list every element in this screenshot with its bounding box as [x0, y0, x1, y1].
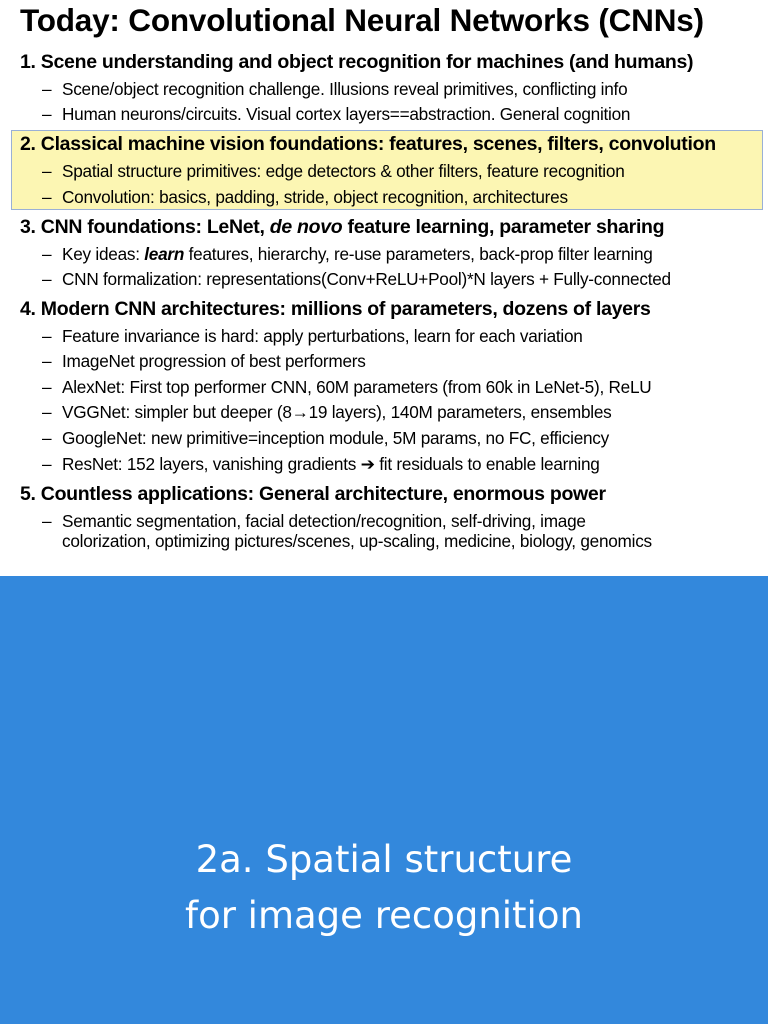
section-slide-title-line-2: for image recognition — [185, 894, 583, 937]
bullet-item — [42, 377, 651, 398]
bullet-text: Scene/object recognition challenge. Illusions reveal primitives, conflicting info — [62, 79, 628, 99]
dash: – — [42, 326, 52, 346]
bullet-text: GoogleNet: new primitive=inception module, 5M params, no FC, efficiency — [62, 428, 609, 448]
section-title-slide — [0, 576, 768, 1024]
bullet-text: Spatial structure primitives: edge detectors & other filters, feature recognition — [62, 161, 625, 181]
section-slide-title-line-1: 2a. Spatial structure — [195, 838, 573, 881]
dash: – — [42, 511, 52, 531]
section-3-heading — [20, 216, 664, 239]
bullet-item — [42, 187, 568, 208]
bullet-text: Semantic segmentation, facial detection/recognition, self-driving, image — [62, 511, 586, 531]
bullet-continuation: colorization, optimizing pictures/scenes, up-scaling, medicine, biology, genomics — [62, 531, 652, 551]
bullet-item — [42, 428, 609, 449]
dash: – — [42, 269, 52, 289]
bullet-item — [42, 326, 583, 347]
bullet-item — [42, 79, 627, 100]
bullet-item — [42, 351, 366, 372]
bullet-text: ImageNet progression of best performers — [62, 351, 366, 371]
section-2-heading: 2. Classical machine vision foundations: features, scenes, filters, convolution — [20, 133, 716, 155]
dash: – — [42, 187, 52, 207]
bullet-text: features, hierarchy, re-use parameters, back-prop filter learning — [184, 244, 653, 264]
bullet-text: AlexNet: First top performer CNN, 60M parameters (from 60k in LeNet-5), ReLU — [62, 377, 652, 397]
bullet-item — [42, 161, 625, 182]
bullet-item — [42, 269, 671, 290]
dash: – — [42, 351, 52, 371]
bullet-text: VGGNet: simpler but deeper (8→19 layers), 140M parameters, ensembles — [62, 402, 612, 422]
bullet-text: Convolution: basics, padding, stride, object recognition, architectures — [62, 187, 568, 207]
dash: – — [42, 244, 52, 264]
section-5-heading: 5. Countless applications: General architecture, enormous power — [20, 483, 606, 505]
dash: – — [42, 161, 52, 181]
dash: – — [42, 377, 52, 397]
dash: – — [42, 428, 52, 448]
dash: – — [42, 402, 52, 422]
heading-part: 3. CNN foundations: LeNet, — [20, 216, 270, 238]
bullet-item — [42, 454, 600, 475]
bullet-text: CNN formalization: representations(Conv+ReLU+Pool)*N layers + Fully-connected — [62, 269, 671, 289]
dash: – — [42, 79, 52, 99]
bullet-text: ResNet: 152 layers, vanishing gradients ➔ fit residuals to enable learning — [62, 454, 600, 474]
heading-emphasis: de novo — [269, 216, 343, 238]
bullet-item — [42, 104, 630, 125]
bullet-item — [42, 244, 653, 265]
bullet-text: Key ideas: — [62, 244, 145, 264]
section-1-heading: 1. Scene understanding and object recognition for machines (and humans) — [20, 51, 694, 73]
bullet-emphasis: learn — [144, 244, 185, 264]
bullet-text: Human neurons/circuits. Visual cortex layers==abstraction. General cognition — [62, 104, 631, 124]
dash: – — [42, 104, 52, 124]
dash: – — [42, 454, 52, 474]
section-4-heading: 4. Modern CNN architectures: millions of parameters, dozens of layers — [20, 298, 651, 320]
bullet-item — [42, 511, 586, 532]
bullet-text: Feature invariance is hard: apply perturbations, learn for each variation — [62, 326, 583, 346]
slide-title: Today: Convolutional Neural Networks (CNNs) — [20, 2, 704, 38]
bullet-item — [42, 402, 611, 423]
heading-part: feature learning, parameter sharing — [342, 216, 665, 238]
